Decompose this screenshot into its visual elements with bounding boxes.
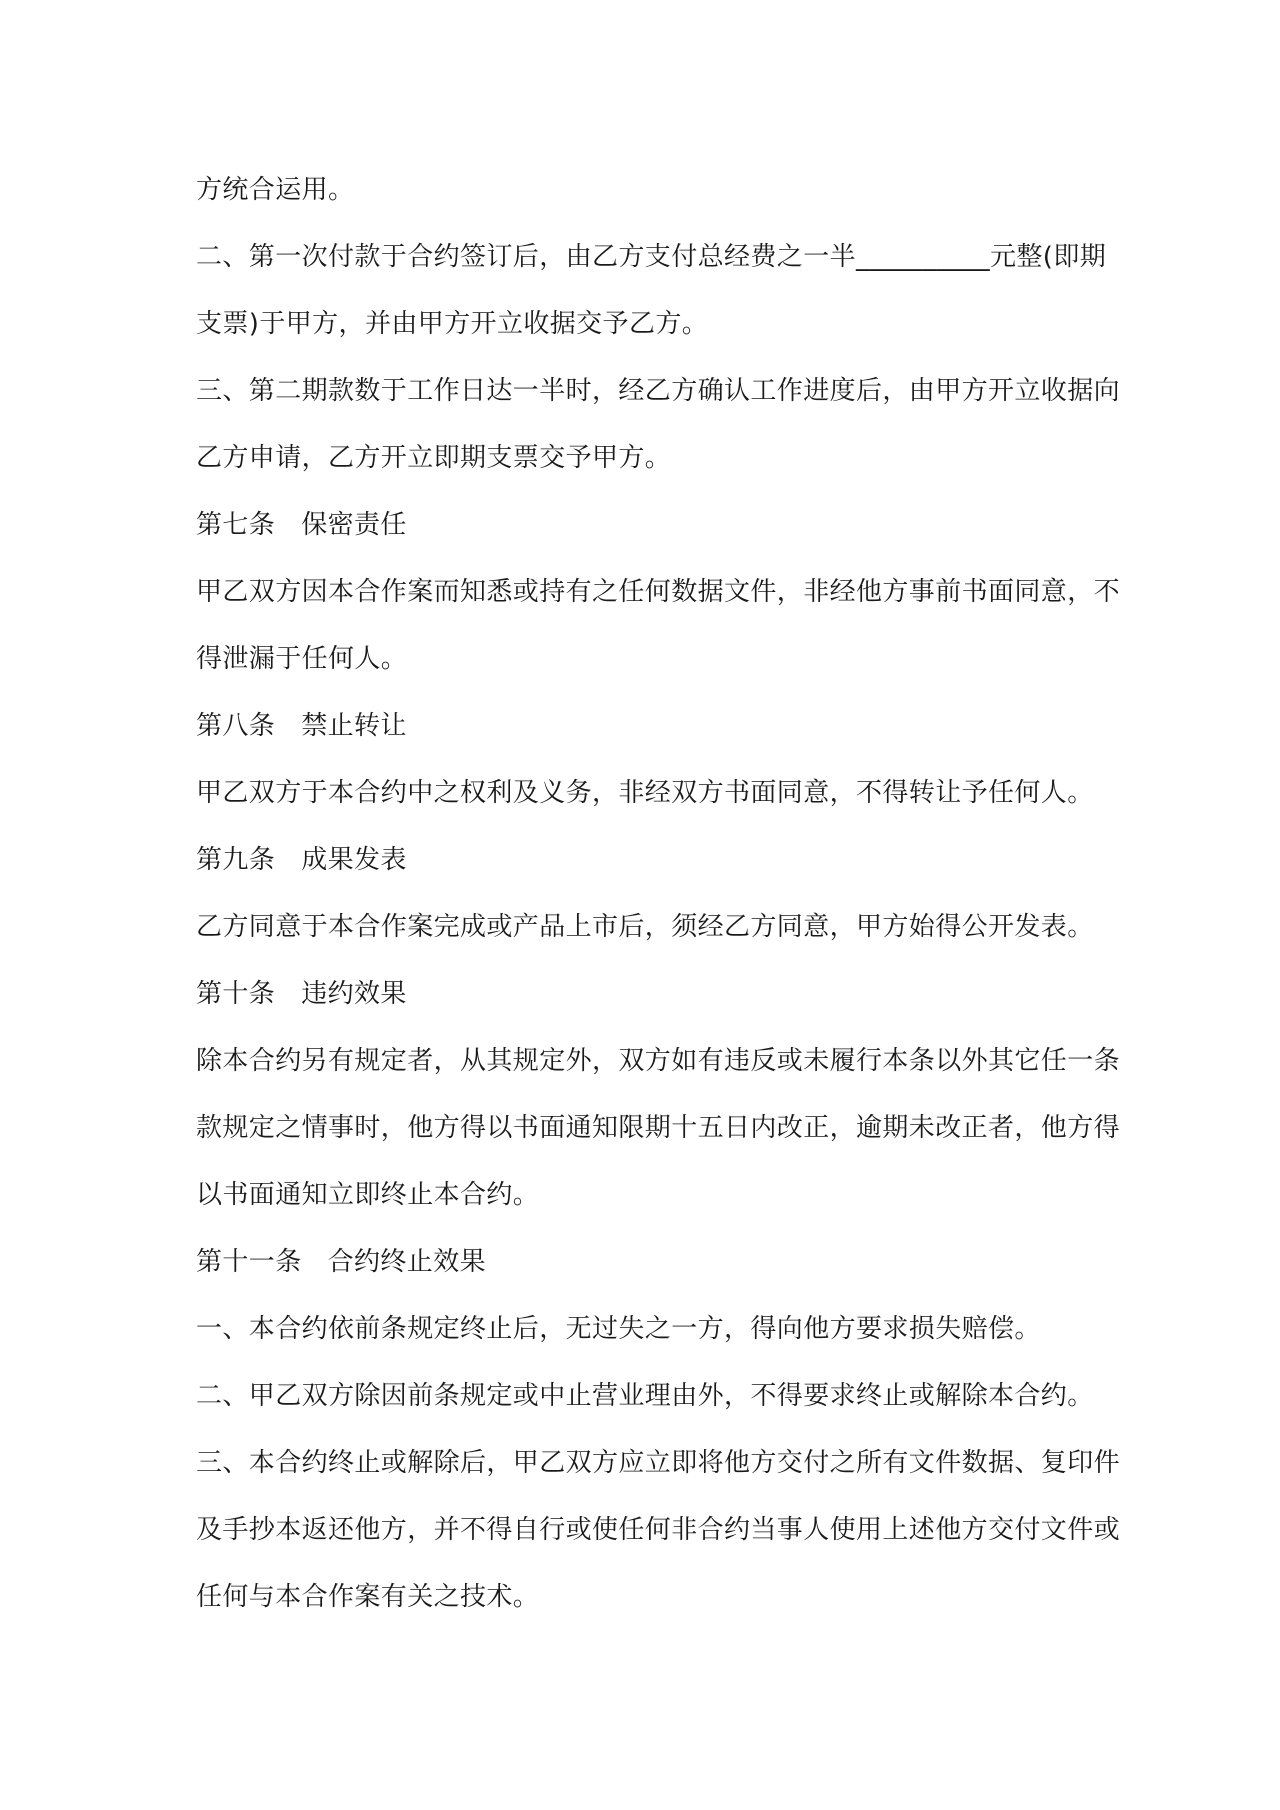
article-number: 第九条 <box>196 845 276 875</box>
paragraph-line: 任何与本合作案有关之技术。 <box>196 1582 540 1612</box>
article-title: 成果发表 <box>301 845 407 875</box>
paragraph-line: 方统合运用。 <box>196 175 355 205</box>
article-number: 第七条 <box>196 510 276 540</box>
paragraph-line: 三、第二期款数于工作日达一半时，经乙方确认工作进度后，由甲方开立收据向 <box>196 376 1121 406</box>
article-title: 违约效果 <box>301 979 407 1009</box>
article-title: 合约终止效果 <box>327 1247 487 1277</box>
paragraph-line: 得泄漏于任何人。 <box>196 644 408 674</box>
article-heading-7 <box>196 508 1096 542</box>
paragraph-line: 乙方申请，乙方开立即期支票交予甲方。 <box>196 443 672 473</box>
paragraph-line: 除本合约另有规定者，从其规定外，双方如有违反或未履行本条以外其它任一条 <box>196 1046 1121 1076</box>
article-heading-10 <box>196 977 1096 1011</box>
paragraph-line: 二、甲乙双方除因前条规定或中止营业理由外，不得要求终止或解除本合约。 <box>196 1381 1094 1411</box>
article-number: 第十一条 <box>196 1247 302 1277</box>
paragraph-line: 款规定之情事时，他方得以书面通知限期十五日内改正，逾期未改正者，他方得 <box>196 1113 1121 1143</box>
paragraph-line: 甲乙双方因本合作案而知悉或持有之任何数据文件，非经他方事前书面同意，不 <box>196 577 1121 607</box>
paragraph-line: 及手抄本返还他方，并不得自行或使任何非合约当事人使用上述他方交付文件或 <box>196 1515 1121 1545</box>
paragraph-line: 甲乙双方于本合约中之权利及义务，非经双方书面同意，不得转让予任何人。 <box>196 778 1094 808</box>
article-title: 保密责任 <box>301 510 407 540</box>
article-heading-9 <box>196 843 1096 877</box>
paragraph-line: 支票)于甲方，并由甲方开立收据交予乙方。 <box>196 309 709 339</box>
paragraph-line: 二、第一次付款于合约签订后，由乙方支付总经费之一半__________元整(即期 <box>196 242 1107 272</box>
article-title: 禁止转让 <box>301 711 407 741</box>
paragraph-line: 乙方同意于本合作案完成或产品上市后，须经乙方同意，甲方始得公开发表。 <box>196 912 1094 942</box>
paragraph-line: 以书面通知立即终止本合约。 <box>196 1180 540 1210</box>
paragraph-line: 一、本合约依前条规定终止后，无过失之一方，得向他方要求损失赔偿。 <box>196 1314 1041 1344</box>
article-heading-8 <box>196 709 1096 743</box>
paragraph-line: 三、本合约终止或解除后，甲乙双方应立即将他方交付之所有文件数据、复印件 <box>196 1448 1121 1478</box>
article-number: 第八条 <box>196 711 276 741</box>
article-number: 第十条 <box>196 979 276 1009</box>
article-heading-11 <box>196 1245 1096 1279</box>
